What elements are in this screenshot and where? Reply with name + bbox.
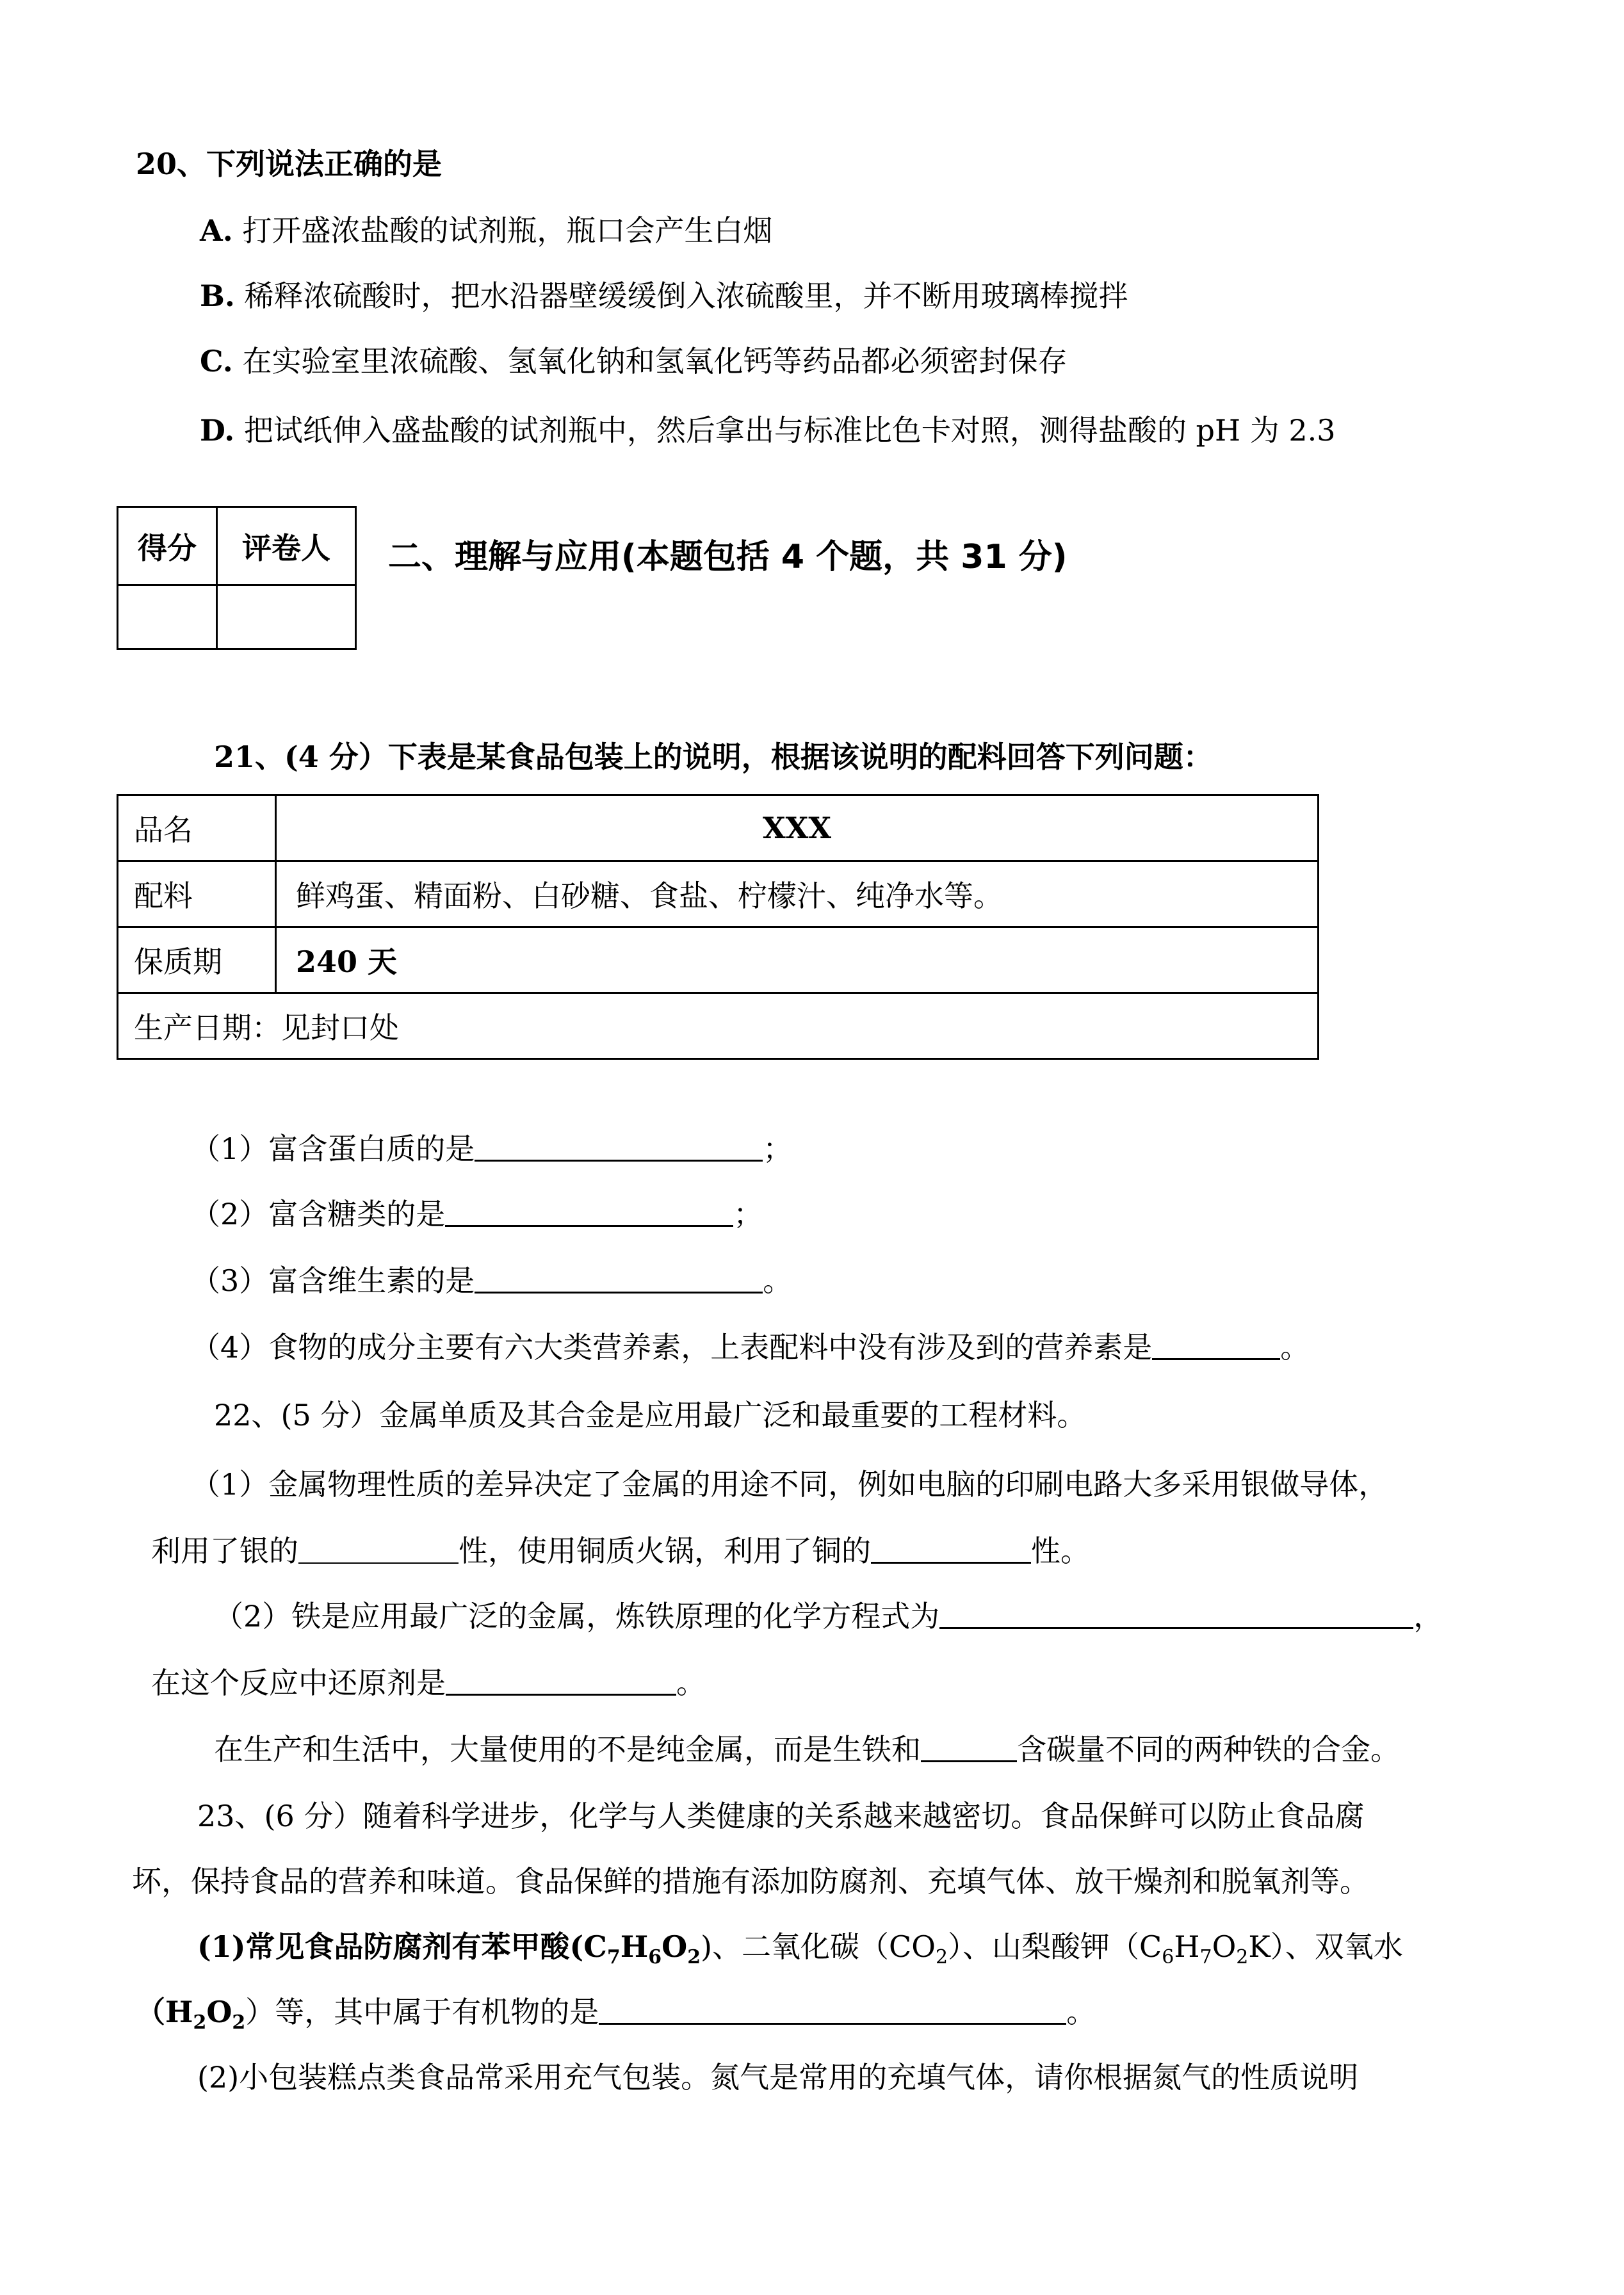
subscript: 2 <box>1236 1946 1249 1968</box>
subscript: 2 <box>193 2011 207 2034</box>
element-symbol: H <box>620 1929 649 1964</box>
option-label: D. <box>200 413 235 448</box>
element-symbol: O <box>1212 1929 1237 1964</box>
option-text: 稀释浓硫酸时，把水沿器壁缓缓倒入浓硫酸里，并不断用玻璃棒搅拌 <box>244 279 1128 313</box>
q21-sub1 <box>191 1130 792 1168</box>
element-symbol: O <box>662 1929 688 1964</box>
sub2-end: ； <box>733 1197 763 1231</box>
q23-p2: (2)小包装糕点类食品常采用充气包装。氮气是常用的充填气体，请你根据氮气的性质说明 <box>197 2060 1359 2095</box>
q22-p1b <box>151 1532 1090 1570</box>
answer-blank[interactable] <box>298 1537 459 1564</box>
q20-title: 20、下列说法正确的是 <box>136 147 443 181</box>
table-label-ingredients: 配料 <box>118 861 276 927</box>
p3-b: 含碳量不同的两种铁的合金。 <box>1017 1732 1400 1767</box>
q23-p1 <box>197 1927 1403 1977</box>
sub3-end: 。 <box>763 1263 793 1298</box>
q21-intro: 21、(4 分）下表是某食品包装上的说明，根据该说明的配料回答下列问题： <box>214 740 1213 774</box>
sub3-text: （3）富含维生素的是 <box>191 1263 475 1298</box>
p1-start: (1)常见食品防腐剂有苯甲酸(C <box>197 1929 607 1964</box>
option-text: 把试纸伸入盛盐酸的试剂瓶中，然后拿出与标准比色卡对照，测得盐酸的 pH 为 2.3 <box>243 413 1336 448</box>
score-cell[interactable] <box>118 585 217 649</box>
q21-sub4 <box>191 1328 1310 1366</box>
sub1-text: （1）富含蛋白质的是 <box>191 1131 475 1166</box>
p1b-start: （H <box>136 1995 193 2029</box>
p1b-after: ）等，其中属于有机物的是 <box>245 1995 599 2029</box>
p1b-b: 性，使用铜质火锅，利用了铜的 <box>459 1534 871 1568</box>
element-symbol: O <box>206 1995 232 2029</box>
subscript: 2 <box>935 1946 948 1968</box>
q22-p2b <box>151 1664 706 1702</box>
p2-end: ， <box>1413 1599 1443 1634</box>
subscript: 2 <box>232 2011 246 2034</box>
q21-sub2 <box>191 1195 763 1233</box>
p1-after: )、二氧化碳（CO <box>701 1929 936 1964</box>
q20-option-c <box>200 342 1067 380</box>
subscript: 7 <box>606 1946 621 1968</box>
answer-blank[interactable] <box>599 1997 1066 2025</box>
p1b-c: 性。 <box>1031 1534 1090 1568</box>
q22-p1: （1）金属物理性质的差异决定了金属的用途不同，例如电脑的印刷电路大多采用银做导体， <box>191 1467 1388 1502</box>
sub1-end: ； <box>763 1131 793 1166</box>
p1b-a: 利用了银的 <box>151 1534 298 1568</box>
q20-option-a <box>200 211 772 250</box>
answer-blank[interactable] <box>939 1602 1413 1629</box>
food-label-table <box>117 794 1319 1060</box>
table-label-name: 品名 <box>118 795 276 861</box>
p1-after2: ）、山梨酸钾（C <box>948 1929 1162 1964</box>
p2b-end: 。 <box>676 1666 706 1700</box>
answer-blank[interactable] <box>475 1134 763 1162</box>
answer-blank[interactable] <box>1152 1333 1280 1360</box>
subscript: 7 <box>1199 1946 1212 1968</box>
k-end: K）、双氧水 <box>1248 1929 1403 1964</box>
table-value-shelf-life: 240 天 <box>276 927 1319 993</box>
q22-intro: 22、(5 分）金属单质及其合金是应用最广泛和最重要的工程材料。 <box>214 1398 1087 1432</box>
subscript: 6 <box>1162 1946 1174 1968</box>
q23-intro: 23、(6 分）随着科学进步，化学与人类健康的关系越来越密切。食品保鲜可以防止食品腐 <box>197 1799 1365 1833</box>
q20-option-d <box>200 411 1335 450</box>
q22-p3 <box>214 1730 1400 1769</box>
table-label-shelf-life: 保质期 <box>118 927 276 993</box>
grader-header: 评卷人 <box>217 507 356 585</box>
answer-blank[interactable] <box>445 1199 733 1227</box>
answer-blank[interactable] <box>921 1735 1017 1762</box>
option-label: B. <box>200 279 235 313</box>
q23-intro2: 坏，保持食品的营养和味道。食品保鲜的措施有添加防腐剂、充填气体、放干燥剂和脱氧剂等。 <box>132 1864 1369 1899</box>
p2b-text: 在这个反应中还原剂是 <box>151 1666 446 1700</box>
sub4-end: 。 <box>1280 1330 1310 1365</box>
option-text: 打开盛浓盐酸的试剂瓶，瓶口会产生白烟 <box>242 213 773 248</box>
score-header: 得分 <box>118 507 217 585</box>
table-value-ingredients: 鲜鸡蛋、精面粉、白砂糖、食盐、柠檬汁、纯净水等。 <box>276 861 1319 927</box>
grader-cell[interactable] <box>217 585 356 649</box>
grade-box <box>117 506 357 650</box>
sub4-text: （4）食物的成分主要有六大类营养素，上表配料中没有涉及到的营养素是 <box>191 1330 1153 1365</box>
element-symbol: H <box>1174 1929 1200 1964</box>
p1b-end: 。 <box>1066 1995 1096 2029</box>
option-label: A. <box>200 213 233 248</box>
sub2-text: （2）富含糖类的是 <box>191 1197 446 1231</box>
table-production-date: 生产日期：见封口处 <box>118 993 1319 1059</box>
subscript: 6 <box>648 1946 662 1968</box>
p2-text: （2）铁是应用最广泛的金属，炼铁原理的化学方程式为 <box>214 1599 940 1634</box>
answer-blank[interactable] <box>446 1668 676 1696</box>
answer-blank[interactable] <box>475 1266 763 1293</box>
q22-p2 <box>214 1597 1443 1635</box>
q21-sub3 <box>191 1261 792 1300</box>
option-text: 在实验室里浓硫酸、氢氧化钠和氢氧化钙等药品都必须密封保存 <box>242 344 1068 378</box>
answer-blank[interactable] <box>871 1536 1031 1564</box>
q23-p1b <box>136 1993 1096 2042</box>
option-label: C. <box>200 344 233 378</box>
table-value-name: XXX <box>276 795 1319 861</box>
q20-option-b <box>200 277 1128 315</box>
section-heading: 二、理解与应用(本题包括 4 个题，共 31 分) <box>388 538 1068 576</box>
p3-a: 在生产和生活中，大量使用的不是纯金属，而是生铁和 <box>214 1732 921 1767</box>
subscript: 2 <box>687 1946 701 1968</box>
